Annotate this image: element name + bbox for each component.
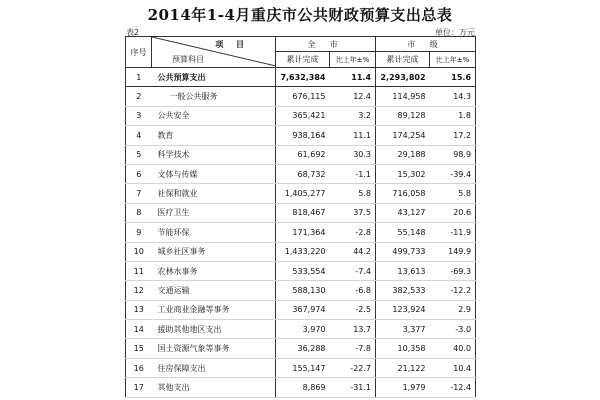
- header-city-cumulative: 累计完成: [276, 52, 330, 68]
- cell-city-cumulative: 171,364: [276, 223, 330, 242]
- table-row: [126, 145, 476, 164]
- cell-level-cumulative: 89,128: [376, 106, 430, 125]
- cell-level-yoy: 149.9: [430, 242, 476, 261]
- cell-level-yoy: 1.8: [430, 106, 476, 125]
- cell-no: 10: [126, 242, 152, 261]
- cell-city-yoy: 5.8: [330, 184, 376, 203]
- diagonal-line: [152, 37, 276, 66]
- cell-city-yoy: 44.2: [330, 242, 376, 261]
- cell-level-cumulative: 1,979: [376, 378, 430, 397]
- cell-no: 15: [126, 339, 152, 358]
- header-level-cumulative: 累计完成: [376, 52, 430, 68]
- table-row: [126, 242, 476, 261]
- cell-city-yoy: -2.5: [330, 300, 376, 319]
- header-item: 项 目: [215, 40, 249, 49]
- cell-city-yoy: 30.3: [330, 145, 376, 164]
- cell-name: 节能环保: [152, 223, 276, 242]
- cell-level-yoy: 20.6: [430, 203, 476, 222]
- cell-no: 11: [126, 261, 152, 280]
- table-row: [126, 126, 476, 145]
- cell-level-yoy: 17.2: [430, 126, 476, 145]
- cell-level-cumulative: 15,302: [376, 164, 430, 183]
- cell-city-cumulative: 155,147: [276, 358, 330, 377]
- cell-city-yoy: 37.5: [330, 203, 376, 222]
- cell-level-yoy: -39.4: [430, 164, 476, 183]
- cell-no: 14: [126, 320, 152, 339]
- cell-no: 4: [126, 126, 152, 145]
- cell-no: 17: [126, 378, 152, 397]
- cell-city-yoy: -31.1: [330, 378, 376, 397]
- cell-city-cumulative: 365,421: [276, 106, 330, 125]
- cell-level-yoy: 40.0: [430, 339, 476, 358]
- cell-name: 交通运输: [152, 281, 276, 300]
- header-item-diagonal: [152, 37, 276, 68]
- cell-level-cumulative: 174,254: [376, 126, 430, 145]
- cell-city-yoy: -22.7: [330, 358, 376, 377]
- cell-city-cumulative: 938,164: [276, 126, 330, 145]
- cell-no: 7: [126, 184, 152, 203]
- header-city-yoy: 比上年±%: [330, 52, 376, 68]
- cell-name: 援助其他地区支出: [152, 320, 276, 339]
- cell-name: 工业商业金融等事务: [152, 300, 276, 319]
- table-row: [126, 300, 476, 319]
- cell-level-cumulative: 21,122: [376, 358, 430, 377]
- cell-name: 社保和就业: [152, 184, 276, 203]
- cell-level-cumulative: 114,958: [376, 87, 430, 106]
- cell-level-cumulative: 716,058: [376, 184, 430, 203]
- table-row: [126, 223, 476, 242]
- table-body: [126, 68, 476, 398]
- cell-level-cumulative: 382,533: [376, 281, 430, 300]
- cell-name: 一般公共服务: [152, 87, 276, 106]
- cell-city-cumulative: 1,405,277: [276, 184, 330, 203]
- cell-level-yoy: 5.8: [430, 184, 476, 203]
- cell-no: 6: [126, 164, 152, 183]
- cell-no: 1: [126, 68, 152, 87]
- table-number: 表2: [126, 28, 140, 37]
- table-row: [126, 281, 476, 300]
- cell-name: 科学技术: [152, 145, 276, 164]
- unit-label: 单位：万元: [435, 28, 475, 37]
- cell-level-yoy: -12.4: [430, 378, 476, 397]
- cell-city-cumulative: 676,115: [276, 87, 330, 106]
- cell-level-cumulative: 29,188: [376, 145, 430, 164]
- table-row: [126, 358, 476, 377]
- cell-no: 2: [126, 87, 152, 106]
- cell-city-yoy: 12.4: [330, 87, 376, 106]
- cell-name: 文体与传媒: [152, 164, 276, 183]
- cell-no: 12: [126, 281, 152, 300]
- cell-level-cumulative: 10,358: [376, 339, 430, 358]
- cell-name: 教育: [152, 126, 276, 145]
- cell-city-yoy: 3.2: [330, 106, 376, 125]
- table-row: [126, 106, 476, 125]
- cell-name: 农林水事务: [152, 261, 276, 280]
- cell-name: 其他支出: [152, 378, 276, 397]
- cell-city-cumulative: 367,974: [276, 300, 330, 319]
- cell-city-cumulative: 1,433,220: [276, 242, 330, 261]
- cell-city-yoy: -6.8: [330, 281, 376, 300]
- cell-city-yoy: -7.8: [330, 339, 376, 358]
- table-row: [126, 164, 476, 183]
- cell-city-cumulative: 8,869: [276, 378, 330, 397]
- cell-no: 13: [126, 300, 152, 319]
- table-row: [126, 203, 476, 222]
- cell-no: 5: [126, 145, 152, 164]
- cell-city-yoy: -7.4: [330, 261, 376, 280]
- cell-level-yoy: -3.0: [430, 320, 476, 339]
- cell-level-cumulative: 43,127: [376, 203, 430, 222]
- cell-city-yoy: 13.7: [330, 320, 376, 339]
- cell-city-cumulative: 533,554: [276, 261, 330, 280]
- cell-city-cumulative: 61,692: [276, 145, 330, 164]
- cell-city-yoy: 11.4: [330, 68, 376, 87]
- cell-city-cumulative: 36,288: [276, 339, 330, 358]
- cell-level-cumulative: 13,613: [376, 261, 430, 280]
- cell-name: 公共预算支出: [152, 68, 276, 87]
- cell-level-cumulative: 2,293,802: [376, 68, 430, 87]
- cell-level-yoy: -12.2: [430, 281, 476, 300]
- cell-level-cumulative: 3,377: [376, 320, 430, 339]
- table-row: [126, 339, 476, 358]
- cell-level-yoy: 15.6: [430, 68, 476, 87]
- cell-city-yoy: -1.1: [330, 164, 376, 183]
- table-row: [126, 378, 476, 397]
- cell-no: 9: [126, 223, 152, 242]
- cell-city-cumulative: 588,130: [276, 281, 330, 300]
- table-row: [126, 261, 476, 280]
- cell-no: 16: [126, 358, 152, 377]
- cell-city-yoy: 11.1: [330, 126, 376, 145]
- header-subject: 预算科目: [172, 55, 204, 64]
- cell-level-yoy: 98.9: [430, 145, 476, 164]
- cell-name: 住房保障支出: [152, 358, 276, 377]
- cell-level-yoy: -11.9: [430, 223, 476, 242]
- document-title: 2014年1-4月重庆市公共财政预算支出总表: [147, 6, 453, 24]
- cell-city-cumulative: 818,467: [276, 203, 330, 222]
- cell-name: 医疗卫生: [152, 203, 276, 222]
- cell-level-cumulative: 55,148: [376, 223, 430, 242]
- cell-city-cumulative: 7,632,384: [276, 68, 330, 87]
- header-city-level: 市 级: [376, 37, 476, 52]
- cell-level-yoy: 14.3: [430, 87, 476, 106]
- cell-city-cumulative: 68,732: [276, 164, 330, 183]
- cell-level-yoy: 2.9: [430, 300, 476, 319]
- cell-no: 8: [126, 203, 152, 222]
- cell-name: 城乡社区事务: [152, 242, 276, 261]
- cell-level-cumulative: 123,924: [376, 300, 430, 319]
- table-row: [126, 68, 476, 87]
- cell-level-yoy: 10.4: [430, 358, 476, 377]
- header-city-total: 全 市: [276, 37, 376, 52]
- table-row: [126, 184, 476, 203]
- cell-city-yoy: -2.8: [330, 223, 376, 242]
- header-seq: 序号: [126, 37, 152, 68]
- table-row: [126, 87, 476, 106]
- cell-level-cumulative: 499,733: [376, 242, 430, 261]
- cell-name: 国土资源气象等事务: [152, 339, 276, 358]
- cell-name: 公共安全: [152, 106, 276, 125]
- table-row: [126, 320, 476, 339]
- cell-level-yoy: -69.3: [430, 261, 476, 280]
- cell-no: 3: [126, 106, 152, 125]
- budget-table: [125, 36, 476, 398]
- header-level-yoy: 比上年±%: [430, 52, 476, 68]
- cell-city-cumulative: 3,970: [276, 320, 330, 339]
